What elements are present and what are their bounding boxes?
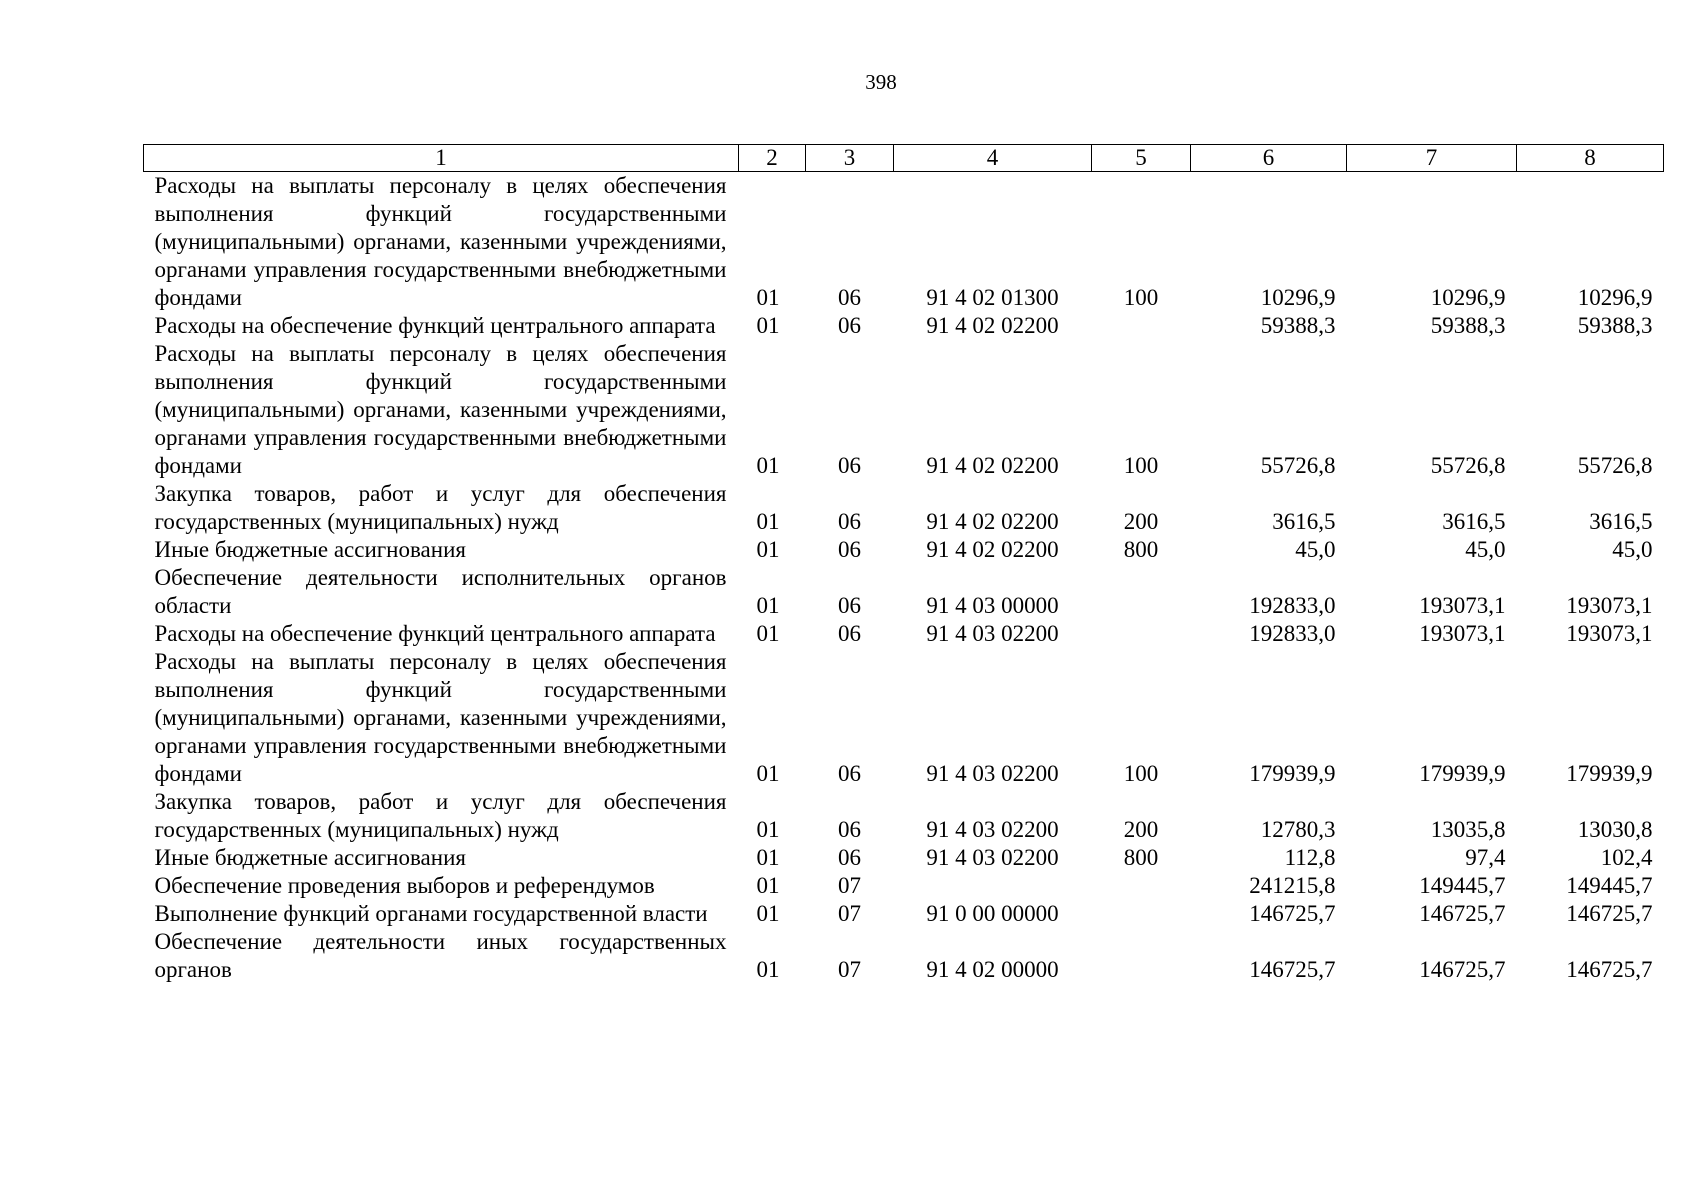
expense-name-cell: Расходы на выплаты персоналу в целях обеспечения выполнения функций государственными (муниципальными) органами, казенными учреждениями, органами управления государственными внебюджетными фондами xyxy=(154,173,727,310)
amount-col7-cell: 13035,8 xyxy=(1430,817,1506,842)
expense-type-cell xyxy=(1092,928,1191,984)
section-code-cell: 01 xyxy=(756,817,780,842)
amount-col7-cell: 193073,1 xyxy=(1419,593,1506,618)
target-article-cell xyxy=(894,872,1092,900)
amount-col6-cell: 112,8 xyxy=(1284,845,1336,870)
column-header-2: 2 xyxy=(739,145,806,172)
column-number-header-row xyxy=(144,145,1664,172)
expense-type-cell: 100 xyxy=(1123,285,1159,310)
amount-col7-cell: 146725,7 xyxy=(1419,901,1506,926)
target-article-cell: 91 4 03 02200 xyxy=(926,761,1059,786)
expense-name-cell: Обеспечение проведения выборов и референдумов xyxy=(154,873,655,898)
subsection-code-cell: 06 xyxy=(838,313,861,338)
table-row xyxy=(144,900,1664,928)
section-code-cell: 01 xyxy=(756,453,780,478)
table-row xyxy=(144,648,1664,788)
amount-col8-cell: 146725,7 xyxy=(1566,901,1653,926)
amount-col7-cell: 179939,9 xyxy=(1419,761,1506,786)
subsection-code-cell: 06 xyxy=(838,817,861,842)
amount-col6-cell: 146725,7 xyxy=(1249,957,1336,982)
expense-name-cell: Расходы на обеспечение функций центрального аппарата xyxy=(154,313,716,338)
table-row xyxy=(144,788,1664,844)
amount-col8-cell: 179939,9 xyxy=(1566,761,1653,786)
column-header-4: 4 xyxy=(894,145,1092,172)
amount-col8-cell: 149445,7 xyxy=(1566,873,1653,898)
amount-col8-cell: 146725,7 xyxy=(1566,957,1653,982)
table-body xyxy=(144,172,1664,985)
expense-name-cell: Иные бюджетные ассигнования xyxy=(154,537,466,562)
amount-col7-cell: 193073,1 xyxy=(1419,621,1506,646)
amount-col8-cell: 45,0 xyxy=(1612,537,1653,562)
amount-col7-cell: 146725,7 xyxy=(1419,957,1506,982)
expense-type-cell xyxy=(1092,312,1191,340)
section-code-cell: 01 xyxy=(756,901,780,926)
amount-col6-cell: 3616,5 xyxy=(1272,509,1336,534)
column-header-3: 3 xyxy=(806,145,894,172)
expense-type-cell xyxy=(1092,872,1191,900)
subsection-code-cell: 07 xyxy=(838,901,861,926)
amount-col6-cell: 146725,7 xyxy=(1249,901,1336,926)
column-header-7: 7 xyxy=(1347,145,1517,172)
expense-name-cell: Выполнение функций органами государственной власти xyxy=(154,901,708,926)
target-article-cell: 91 0 00 00000 xyxy=(926,901,1059,926)
amount-col7-cell: 45,0 xyxy=(1465,537,1506,562)
expense-name-cell: Закупка товаров, работ и услуг для обеспечения государственных (муниципальных) нужд xyxy=(154,789,727,842)
expense-type-cell xyxy=(1092,564,1191,620)
table-row xyxy=(144,928,1664,984)
section-code-cell: 01 xyxy=(756,957,780,982)
table-row xyxy=(144,480,1664,536)
expense-type-cell xyxy=(1092,620,1191,648)
subsection-code-cell: 06 xyxy=(838,285,861,310)
expense-type-cell: 200 xyxy=(1123,509,1159,534)
subsection-code-cell: 06 xyxy=(838,537,861,562)
subsection-code-cell: 07 xyxy=(838,873,861,898)
amount-col7-cell: 149445,7 xyxy=(1419,873,1506,898)
amount-col8-cell: 59388,3 xyxy=(1577,313,1653,338)
section-code-cell: 01 xyxy=(756,845,780,870)
section-code-cell: 01 xyxy=(756,285,780,310)
section-code-cell: 01 xyxy=(756,761,780,786)
amount-col7-cell: 59388,3 xyxy=(1430,313,1506,338)
expense-type-cell: 200 xyxy=(1123,817,1159,842)
amount-col6-cell: 12780,3 xyxy=(1260,817,1336,842)
subsection-code-cell: 06 xyxy=(838,593,861,618)
column-header-6: 6 xyxy=(1191,145,1347,172)
table-row xyxy=(144,340,1664,480)
amount-col6-cell: 179939,9 xyxy=(1249,761,1336,786)
expense-type-cell xyxy=(1092,900,1191,928)
column-header-8: 8 xyxy=(1517,145,1664,172)
amount-col8-cell: 3616,5 xyxy=(1589,509,1653,534)
section-code-cell: 01 xyxy=(756,509,780,534)
table-row xyxy=(144,536,1664,564)
target-article-cell: 91 4 02 02200 xyxy=(926,453,1059,478)
expense-name-cell: Расходы на выплаты персоналу в целях обеспечения выполнения функций государственными (муниципальными) органами, казенными учреждениями, органами управления государственными внебюджетными фондами xyxy=(154,341,727,478)
expense-name-cell: Расходы на выплаты персоналу в целях обеспечения выполнения функций государственными (муниципальными) органами, казенными учреждениями, органами управления государственными внебюджетными фондами xyxy=(154,649,727,786)
expense-name-cell: Иные бюджетные ассигнования xyxy=(154,845,466,870)
target-article-cell: 91 4 02 01300 xyxy=(926,285,1059,310)
section-code-cell: 01 xyxy=(756,313,780,338)
target-article-cell: 91 4 02 02200 xyxy=(926,537,1059,562)
column-header-1: 1 xyxy=(144,145,739,172)
subsection-code-cell: 06 xyxy=(838,453,861,478)
amount-col6-cell: 192833,0 xyxy=(1249,593,1336,618)
amount-col6-cell: 45,0 xyxy=(1295,537,1336,562)
section-code-cell: 01 xyxy=(756,537,780,562)
table-row xyxy=(144,872,1664,900)
target-article-cell: 91 4 03 02200 xyxy=(926,621,1059,646)
amount-col7-cell: 55726,8 xyxy=(1430,453,1506,478)
target-article-cell: 91 4 02 00000 xyxy=(926,957,1059,982)
amount-col7-cell: 97,4 xyxy=(1465,845,1506,870)
subsection-code-cell: 06 xyxy=(838,845,861,870)
amount-col6-cell: 55726,8 xyxy=(1260,453,1336,478)
amount-col7-cell: 10296,9 xyxy=(1430,285,1506,310)
section-code-cell: 01 xyxy=(756,621,780,646)
page-number: 398 xyxy=(865,70,897,94)
section-code-cell: 01 xyxy=(756,873,780,898)
subsection-code-cell: 06 xyxy=(838,761,861,786)
amount-col6-cell: 59388,3 xyxy=(1260,313,1336,338)
target-article-cell: 91 4 03 02200 xyxy=(926,817,1059,842)
section-code-cell: 01 xyxy=(756,593,780,618)
target-article-cell: 91 4 02 02200 xyxy=(926,313,1059,338)
amount-col6-cell: 192833,0 xyxy=(1249,621,1336,646)
target-article-cell: 91 4 02 02200 xyxy=(926,509,1059,534)
amount-col6-cell: 10296,9 xyxy=(1260,285,1336,310)
subsection-code-cell: 07 xyxy=(838,957,861,982)
amount-col8-cell: 13030,8 xyxy=(1577,817,1653,842)
amount-col8-cell: 10296,9 xyxy=(1577,285,1653,310)
subsection-code-cell: 06 xyxy=(838,509,861,534)
amount-col8-cell: 55726,8 xyxy=(1577,453,1653,478)
amount-col6-cell: 241215,8 xyxy=(1249,873,1336,898)
amount-col8-cell: 193073,1 xyxy=(1566,593,1653,618)
target-article-cell: 91 4 03 00000 xyxy=(926,593,1059,618)
amount-col8-cell: 193073,1 xyxy=(1566,621,1653,646)
column-header-5: 5 xyxy=(1092,145,1191,172)
expense-type-cell: 100 xyxy=(1123,453,1159,478)
expense-name-cell: Обеспечение деятельности исполнительных органов области xyxy=(154,565,727,618)
expense-name-cell: Расходы на обеспечение функций центрального аппарата xyxy=(154,621,716,646)
expense-type-cell: 800 xyxy=(1123,845,1159,870)
table-row xyxy=(144,620,1664,648)
table-row xyxy=(144,312,1664,340)
subsection-code-cell: 06 xyxy=(838,621,861,646)
expense-name-cell: Закупка товаров, работ и услуг для обеспечения государственных (муниципальных) нужд xyxy=(154,481,727,534)
expense-type-cell: 100 xyxy=(1123,761,1159,786)
expense-type-cell: 800 xyxy=(1123,537,1159,562)
amount-col7-cell: 3616,5 xyxy=(1442,509,1506,534)
table-row xyxy=(144,172,1664,313)
expense-name-cell: Обеспечение деятельности иных государственных органов xyxy=(154,929,727,982)
table-row xyxy=(144,844,1664,872)
table-row xyxy=(144,564,1664,620)
target-article-cell: 91 4 03 02200 xyxy=(926,845,1059,870)
budget-table xyxy=(143,144,1664,984)
amount-col8-cell: 102,4 xyxy=(1600,845,1653,870)
